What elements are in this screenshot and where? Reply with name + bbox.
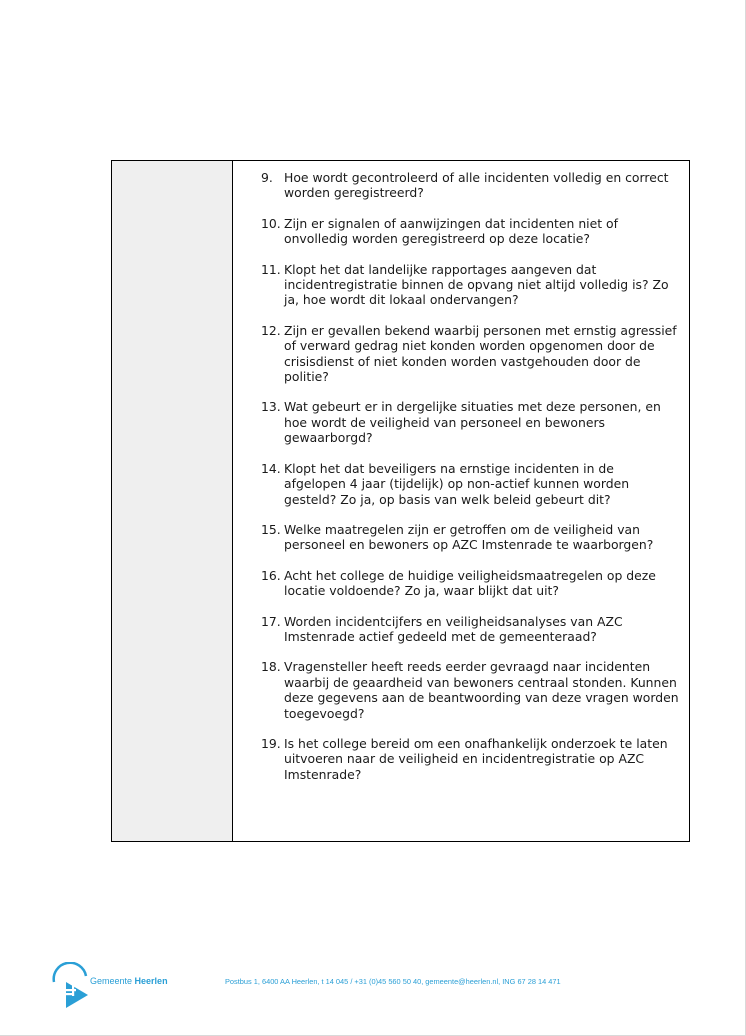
- question-text: Worden incidentcijfers en veiligheidsanalyses van AZC Imstenrade actief gedeeld met de gemeenteraad?: [284, 613, 623, 644]
- question-item: [261, 461, 679, 507]
- question-text: Zijn er gevallen bekend waarbij personen met ernstig agressief of verward gedrag niet konden worden opgenomen door de crisisdienst of niet konden worden vastgehouden door de politie?: [284, 322, 677, 385]
- question-number: 18.: [261, 659, 281, 675]
- logo-prefix: Gemeente: [90, 976, 133, 986]
- question-number: 16.: [261, 567, 281, 583]
- question-text: Klopt het dat beveiligers na ernstige incidenten in de afgelopen 4 jaar (tijdelijk) op non-actief kunnen worden gesteld? Zo ja, op basis van welk beleid gebeurt dit?: [284, 460, 630, 507]
- question-number: 17.: [261, 613, 281, 629]
- question-item: [261, 170, 679, 201]
- question-item: [261, 614, 679, 645]
- question-text: Zijn er signalen of aanwijzingen dat incidenten niet of onvolledig worden geregistreerd op deze locatie?: [284, 215, 618, 247]
- question-text: Welke maatregelen zijn er getroffen om de veiligheid van personeel en bewoners op AZC Imstenrade te waarborgen?: [284, 521, 654, 553]
- table-right-column: [233, 161, 689, 841]
- question-item: [261, 399, 679, 445]
- footer-address: Postbus 1, 6400 AA Heerlen, t 14 045 / +31 (0)45 560 50 40, gemeente@heerlen.nl, ING 67 28 14 471: [225, 977, 561, 986]
- question-number: 19.: [261, 735, 281, 751]
- question-list: [261, 170, 679, 782]
- logo-text: [90, 976, 168, 986]
- question-number: 10.: [261, 215, 281, 231]
- logo-name: Heerlen: [134, 976, 168, 986]
- question-number: 9.: [261, 170, 273, 185]
- question-item: [261, 736, 679, 782]
- question-item: [261, 216, 679, 247]
- table-left-column: [112, 161, 233, 841]
- gemeente-heerlen-logo-icon: [52, 962, 92, 1010]
- page-footer: [52, 962, 692, 1012]
- question-text: Vragensteller heeft reeds eerder gevraagd naar incidenten waarbij de geaardheid van bewoners centraal stonden. Kunnen deze gegevens aan de beantwoording van deze vragen worden toegevoegd?: [284, 659, 679, 721]
- question-number: 14.: [261, 460, 281, 476]
- question-item: [261, 323, 679, 385]
- questions-table: [111, 160, 690, 842]
- question-text: Acht het college de huidige veiligheidsmaatregelen op deze locatie voldoende? Zo ja, waar blijkt dat uit?: [284, 567, 656, 599]
- question-number: 15.: [261, 521, 281, 537]
- question-text: Klopt het dat landelijke rapportages aangeven dat incidentregistratie binnen de opvang niet altijd volledig is? Zo ja, hoe wordt dit lokaal ondervangen?: [284, 261, 669, 308]
- question-text: Is het college bereid om een onafhankelijk onderzoek te laten uitvoeren naar de veiligheid en incidentregistratie op AZC Imstenrade?: [284, 735, 668, 782]
- question-text: Hoe wordt gecontroleerd of alle incidenten volledig en correct worden geregistreerd?: [284, 170, 669, 201]
- question-number: 13.: [261, 399, 281, 415]
- question-number: 12.: [261, 322, 281, 338]
- question-item: [261, 659, 679, 721]
- question-item: [261, 568, 679, 599]
- question-number: 11.: [261, 261, 281, 277]
- question-item: [261, 262, 679, 308]
- question-item: [261, 522, 679, 553]
- question-text: Wat gebeurt er in dergelijke situaties met deze personen, en hoe wordt de veiligheid van personeel en bewoners gewaarborgd?: [284, 399, 661, 446]
